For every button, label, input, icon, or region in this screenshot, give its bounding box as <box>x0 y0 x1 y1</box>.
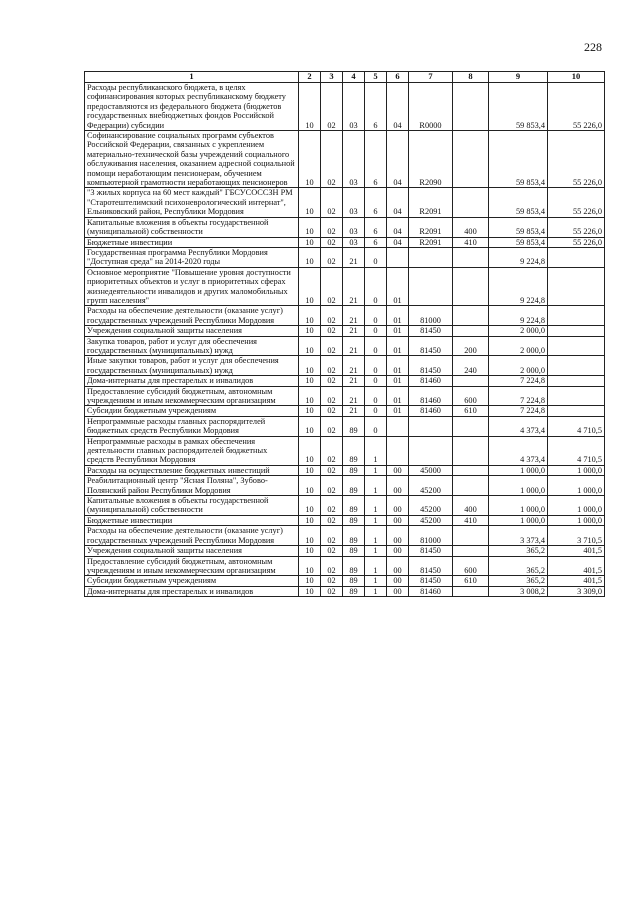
header-cell: 1 <box>85 72 299 83</box>
table-row <box>85 356 605 376</box>
row-name-cell: Непрограммные расходы главных распорядителей бюджетных средств Республики Мордовия <box>85 416 299 436</box>
table-row <box>85 546 605 556</box>
table-cell: 21 <box>343 267 365 306</box>
table-row <box>85 416 605 436</box>
table-cell: 600 <box>453 386 489 406</box>
table-cell: 3 008,2 <box>489 586 548 596</box>
table-cell: 10 <box>299 131 321 188</box>
table-cell: 10 <box>299 436 321 465</box>
table-cell: 10 <box>299 376 321 386</box>
table-cell: 1 <box>365 586 387 596</box>
table-cell <box>453 526 489 546</box>
table-cell: 10 <box>299 247 321 267</box>
table-cell: 89 <box>343 576 365 586</box>
table-cell: 10 <box>299 326 321 336</box>
table-cell: 9 224,8 <box>489 267 548 306</box>
table-cell: 02 <box>321 496 343 516</box>
table-cell: 04 <box>387 217 409 237</box>
table-cell: 02 <box>321 306 343 326</box>
table-cell: 6 <box>365 237 387 247</box>
table-cell: 10 <box>299 465 321 475</box>
table-row <box>85 188 605 217</box>
row-name-cell: Основное мероприятие "Повышение уровня доступности приоритетных объектов и услуг в приоритетных сферах жизнедеятельности инвалидов и других маломобильных групп населения" <box>85 267 299 306</box>
table-cell <box>453 586 489 596</box>
table-cell: 10 <box>299 237 321 247</box>
table-cell: 02 <box>321 336 343 356</box>
table-row <box>85 83 605 131</box>
table-cell: 10 <box>299 586 321 596</box>
table-cell: 0 <box>365 376 387 386</box>
row-name-cell: Капитальные вложения в объекты государственной (муниципальной) собственности <box>85 217 299 237</box>
table-cell: 610 <box>453 406 489 416</box>
table-cell: 10 <box>299 556 321 576</box>
table-cell: 89 <box>343 436 365 465</box>
table-cell: 1 000,0 <box>489 465 548 475</box>
table-cell: 1 000,0 <box>489 515 548 525</box>
table-cell: 00 <box>387 586 409 596</box>
table-cell <box>548 406 605 416</box>
table-cell: 365,2 <box>489 556 548 576</box>
table-cell: 0 <box>365 336 387 356</box>
table-cell: 00 <box>387 496 409 516</box>
table-cell: 03 <box>343 83 365 131</box>
table-cell: 45000 <box>409 465 453 475</box>
table-cell: 00 <box>387 526 409 546</box>
table-cell: 89 <box>343 546 365 556</box>
row-name-cell: Предоставление субсидий бюджетным, автономным учреждениям и иным некоммерческим организациям <box>85 386 299 406</box>
table-cell: 02 <box>321 326 343 336</box>
table-cell: 10 <box>299 526 321 546</box>
table-cell: 04 <box>387 188 409 217</box>
table-cell: 9 224,8 <box>489 306 548 326</box>
table-cell: 81460 <box>409 376 453 386</box>
table-cell: 02 <box>321 237 343 247</box>
table-cell: 02 <box>321 416 343 436</box>
table-cell: 1 <box>365 546 387 556</box>
table-cell: 400 <box>453 496 489 516</box>
table-cell: 04 <box>387 131 409 188</box>
table-cell: 03 <box>343 237 365 247</box>
table-cell: 81450 <box>409 356 453 376</box>
table-cell <box>548 267 605 306</box>
table-cell: 1 000,0 <box>548 515 605 525</box>
table-row <box>85 406 605 416</box>
page-number: 228 <box>584 40 602 54</box>
table-cell: 6 <box>365 83 387 131</box>
table-row <box>85 465 605 475</box>
table-cell: 0 <box>365 416 387 436</box>
table-cell <box>548 247 605 267</box>
table-cell: 03 <box>343 131 365 188</box>
table-cell: 00 <box>387 515 409 525</box>
table-cell <box>548 376 605 386</box>
row-name-cell: Софинансирование социальных программ субъектов Российской Федерации, связанных с укреплением материально-технической базы учреждений социального обслуживания населения, оказанием адресной социальной помощи неработающим пенсионерам, обучением компьютерной грамотности неработающих пенсионеров <box>85 131 299 188</box>
row-name-cell: Учреждения социальной защиты населения <box>85 546 299 556</box>
table-cell: 59 853,4 <box>489 217 548 237</box>
table-cell: 1 <box>365 436 387 465</box>
table-cell: 2 000,0 <box>489 326 548 336</box>
table-cell: 21 <box>343 406 365 416</box>
table-cell: 89 <box>343 465 365 475</box>
table-row <box>85 237 605 247</box>
table-row <box>85 131 605 188</box>
table-cell: 04 <box>387 237 409 247</box>
table-cell <box>453 436 489 465</box>
table-cell: 21 <box>343 306 365 326</box>
row-name-cell: Предоставление субсидий бюджетным, автономным учреждениям и иным некоммерческим организациям <box>85 556 299 576</box>
table-cell: 3 710,5 <box>548 526 605 546</box>
table-cell: 81450 <box>409 336 453 356</box>
header-cell: 8 <box>453 72 489 83</box>
table-cell: 02 <box>321 188 343 217</box>
table-cell: 00 <box>387 576 409 586</box>
table-cell <box>453 83 489 131</box>
table-cell: 1 <box>365 476 387 496</box>
table-cell: 03 <box>343 217 365 237</box>
table-cell: 10 <box>299 496 321 516</box>
table-cell <box>453 267 489 306</box>
table-cell: 81000 <box>409 306 453 326</box>
table-cell: 02 <box>321 83 343 131</box>
table-cell: 7 224,8 <box>489 376 548 386</box>
table-row <box>85 247 605 267</box>
table-cell: 02 <box>321 476 343 496</box>
table-cell: 1 <box>365 526 387 546</box>
table-cell: 1 000,0 <box>548 476 605 496</box>
header-cell: 2 <box>299 72 321 83</box>
table-cell: 01 <box>387 267 409 306</box>
table-cell: 55 226,0 <box>548 237 605 247</box>
table-cell: 0 <box>365 247 387 267</box>
table-cell: 10 <box>299 267 321 306</box>
table-cell: 02 <box>321 376 343 386</box>
table-cell: 02 <box>321 267 343 306</box>
table-row <box>85 515 605 525</box>
table-cell: 200 <box>453 336 489 356</box>
table-cell: 01 <box>387 306 409 326</box>
table-cell: 55 226,0 <box>548 83 605 131</box>
table-cell: 89 <box>343 496 365 516</box>
table-cell: 4 710,5 <box>548 436 605 465</box>
table-cell: 55 226,0 <box>548 131 605 188</box>
table-cell: 401,5 <box>548 546 605 556</box>
table-cell: 02 <box>321 515 343 525</box>
table-cell: 02 <box>321 217 343 237</box>
table-cell <box>453 188 489 217</box>
table-cell: 59 853,4 <box>489 83 548 131</box>
table-cell <box>409 416 453 436</box>
table-cell: 0 <box>365 326 387 336</box>
table-cell: 401,5 <box>548 556 605 576</box>
table-cell <box>409 436 453 465</box>
table-cell: 6 <box>365 131 387 188</box>
table-cell: R2091 <box>409 188 453 217</box>
table-cell: R0000 <box>409 83 453 131</box>
table-cell: R2090 <box>409 131 453 188</box>
table-cell: 10 <box>299 416 321 436</box>
table-cell: 10 <box>299 546 321 556</box>
table-cell: 1 <box>365 576 387 586</box>
table-cell: 21 <box>343 247 365 267</box>
table-cell <box>548 326 605 336</box>
table-cell: 81460 <box>409 406 453 416</box>
table-cell: 81450 <box>409 326 453 336</box>
table-cell: 00 <box>387 465 409 475</box>
table-cell: 45200 <box>409 515 453 525</box>
table-cell: 4 710,5 <box>548 416 605 436</box>
table-cell: 1 <box>365 556 387 576</box>
table-cell: 55 226,0 <box>548 217 605 237</box>
table-cell: 365,2 <box>489 546 548 556</box>
row-name-cell: Субсидии бюджетным учреждениям <box>85 406 299 416</box>
table-cell <box>453 306 489 326</box>
row-name-cell: Капитальные вложения в объекты государственной (муниципальной) собственности <box>85 496 299 516</box>
table-row <box>85 556 605 576</box>
row-name-cell: Бюджетные инвестиции <box>85 237 299 247</box>
table-cell: 02 <box>321 556 343 576</box>
row-name-cell: Закупка товаров, работ и услуг для обеспечения государственных (муниципальных) нужд <box>85 336 299 356</box>
table-row <box>85 326 605 336</box>
table-cell: 81460 <box>409 386 453 406</box>
table-cell: 7 224,8 <box>489 386 548 406</box>
table-cell: 81450 <box>409 546 453 556</box>
table-cell: 45200 <box>409 476 453 496</box>
table-cell: 401,5 <box>548 576 605 586</box>
table-cell <box>453 416 489 436</box>
table-cell: 400 <box>453 217 489 237</box>
table-cell: 89 <box>343 476 365 496</box>
table-cell: 21 <box>343 326 365 336</box>
table-body <box>85 83 605 597</box>
table-cell <box>453 546 489 556</box>
table-cell: 00 <box>387 476 409 496</box>
table-cell: 01 <box>387 376 409 386</box>
table-cell <box>548 306 605 326</box>
table-cell: 59 853,4 <box>489 188 548 217</box>
table-cell: 03 <box>343 188 365 217</box>
table-cell: 2 000,0 <box>489 356 548 376</box>
table-cell <box>548 336 605 356</box>
table-cell: 21 <box>343 356 365 376</box>
table-row <box>85 586 605 596</box>
table-cell: 4 373,4 <box>489 436 548 465</box>
header-cell: 9 <box>489 72 548 83</box>
table-cell <box>548 356 605 376</box>
row-name-cell: Расходы на осуществление бюджетных инвестиций <box>85 465 299 475</box>
row-name-cell: Государственная программа Республики Мордовия "Доступная среда" на 2014-2020 годы <box>85 247 299 267</box>
table-row <box>85 526 605 546</box>
table-cell <box>409 267 453 306</box>
table-row <box>85 496 605 516</box>
table-cell: 1 000,0 <box>548 496 605 516</box>
table-cell: 02 <box>321 406 343 416</box>
table-row <box>85 476 605 496</box>
table-cell: 10 <box>299 386 321 406</box>
table-cell: 10 <box>299 356 321 376</box>
table-cell: 0 <box>365 306 387 326</box>
table-cell: 7 224,8 <box>489 406 548 416</box>
table-cell: 10 <box>299 83 321 131</box>
table-cell <box>453 476 489 496</box>
table-cell: 9 224,8 <box>489 247 548 267</box>
table-cell: 02 <box>321 576 343 586</box>
table-cell: 1 <box>365 465 387 475</box>
table-cell: 02 <box>321 386 343 406</box>
table-cell <box>548 386 605 406</box>
table-cell: 89 <box>343 416 365 436</box>
table-cell: 6 <box>365 217 387 237</box>
table-cell: 1 <box>365 496 387 516</box>
table-row <box>85 217 605 237</box>
table-cell <box>453 465 489 475</box>
row-name-cell: Расходы на обеспечение деятельности (оказание услуг) государственных учреждений Республики Мордовия <box>85 526 299 546</box>
header-cell: 6 <box>387 72 409 83</box>
table-cell: 81000 <box>409 526 453 546</box>
table-cell: 1 000,0 <box>548 465 605 475</box>
table-cell: 01 <box>387 326 409 336</box>
table-cell: 0 <box>365 356 387 376</box>
header-cell: 5 <box>365 72 387 83</box>
row-name-cell: Дома-интернаты для престарелых и инвалидов <box>85 586 299 596</box>
header-row <box>85 72 605 83</box>
table-cell <box>387 416 409 436</box>
table-cell <box>453 131 489 188</box>
table-cell: 610 <box>453 576 489 586</box>
table-row <box>85 576 605 586</box>
table-cell: 1 <box>365 515 387 525</box>
table-cell: 21 <box>343 376 365 386</box>
table-cell: 365,2 <box>489 576 548 586</box>
table-cell: 1 000,0 <box>489 496 548 516</box>
table-row <box>85 376 605 386</box>
table-cell: 89 <box>343 556 365 576</box>
table-cell: 01 <box>387 336 409 356</box>
table-cell: 81450 <box>409 556 453 576</box>
table-row <box>85 306 605 326</box>
header-cell: 7 <box>409 72 453 83</box>
table-cell: 81460 <box>409 586 453 596</box>
row-name-cell: Расходы на обеспечение деятельности (оказание услуг) государственных учреждений Республики Мордовия <box>85 306 299 326</box>
table-cell: 3 309,0 <box>548 586 605 596</box>
row-name-cell: Иные закупки товаров, работ и услуг для обеспечения государственных (муниципальных) нужд <box>85 356 299 376</box>
table-cell: 02 <box>321 436 343 465</box>
table-cell: 00 <box>387 556 409 576</box>
table-cell <box>453 376 489 386</box>
table-cell: 600 <box>453 556 489 576</box>
table-cell: 89 <box>343 586 365 596</box>
table-cell: 10 <box>299 217 321 237</box>
table-cell: 01 <box>387 406 409 416</box>
table-cell: 01 <box>387 386 409 406</box>
row-name-cell: Субсидии бюджетным учреждениям <box>85 576 299 586</box>
table-cell: 1 000,0 <box>489 476 548 496</box>
table-cell: 10 <box>299 336 321 356</box>
table-cell: 10 <box>299 515 321 525</box>
table-cell: 02 <box>321 131 343 188</box>
table-cell: 0 <box>365 267 387 306</box>
table-cell: 3 373,4 <box>489 526 548 546</box>
table-cell: 0 <box>365 406 387 416</box>
table-cell: 45200 <box>409 496 453 516</box>
table-cell <box>387 247 409 267</box>
table-cell: 410 <box>453 237 489 247</box>
budget-table <box>84 71 605 597</box>
header-cell: 4 <box>343 72 365 83</box>
table-cell: 240 <box>453 356 489 376</box>
table-cell: 02 <box>321 546 343 556</box>
table-cell: 21 <box>343 336 365 356</box>
table-cell: 89 <box>343 526 365 546</box>
table-row <box>85 267 605 306</box>
table-cell: 4 373,4 <box>489 416 548 436</box>
table-cell <box>453 247 489 267</box>
table-cell: 00 <box>387 546 409 556</box>
table-cell: R2091 <box>409 217 453 237</box>
header-cell: 10 <box>548 72 605 83</box>
row-name-cell: Дома-интернаты для престарелых и инвалидов <box>85 376 299 386</box>
row-name-cell: Учреждения социальной защиты населения <box>85 326 299 336</box>
table-cell: 55 226,0 <box>548 188 605 217</box>
table-cell: 89 <box>343 515 365 525</box>
table-cell: R2091 <box>409 237 453 247</box>
row-name-cell: "3 жилых корпуса на 60 мест каждый" ГБСУСОССЗН РМ "Старотештелимский психоневрологический интернат", Ельниковский район, Республики Мордовия <box>85 188 299 217</box>
row-name-cell: Бюджетные инвестиции <box>85 515 299 525</box>
table-cell: 0 <box>365 386 387 406</box>
table-cell <box>409 247 453 267</box>
table-cell <box>453 326 489 336</box>
table-row <box>85 336 605 356</box>
table-cell: 04 <box>387 83 409 131</box>
table-cell: 02 <box>321 465 343 475</box>
table-cell: 81450 <box>409 576 453 586</box>
table-cell: 02 <box>321 247 343 267</box>
table-cell: 410 <box>453 515 489 525</box>
table-cell: 02 <box>321 586 343 596</box>
table-cell: 10 <box>299 406 321 416</box>
table-cell: 21 <box>343 386 365 406</box>
table-cell: 59 853,4 <box>489 131 548 188</box>
table-cell: 02 <box>321 526 343 546</box>
table-cell: 02 <box>321 356 343 376</box>
table-cell: 10 <box>299 576 321 586</box>
table-row <box>85 386 605 406</box>
table-cell: 6 <box>365 188 387 217</box>
table-cell: 10 <box>299 188 321 217</box>
row-name-cell: Расходы республиканского бюджета, в целях софинансирования которых республиканскому бюджету предоставляются из федерального бюджета (бюджетов государственных внебюджетных фондов Российской Федерации) субсидии <box>85 83 299 131</box>
table-cell: 01 <box>387 356 409 376</box>
header-cell: 3 <box>321 72 343 83</box>
table-cell: 2 000,0 <box>489 336 548 356</box>
table-cell: 10 <box>299 476 321 496</box>
table-cell <box>387 436 409 465</box>
row-name-cell: Непрограммные расходы в рамках обеспечения деятельности главных распорядителей бюджетных средств Республики Мордовия <box>85 436 299 465</box>
row-name-cell: Реабилитационный центр "Ясная Поляна", Зубово-Полянский район Республики Мордовия <box>85 476 299 496</box>
table-row <box>85 436 605 465</box>
table-cell: 59 853,4 <box>489 237 548 247</box>
table-cell: 10 <box>299 306 321 326</box>
